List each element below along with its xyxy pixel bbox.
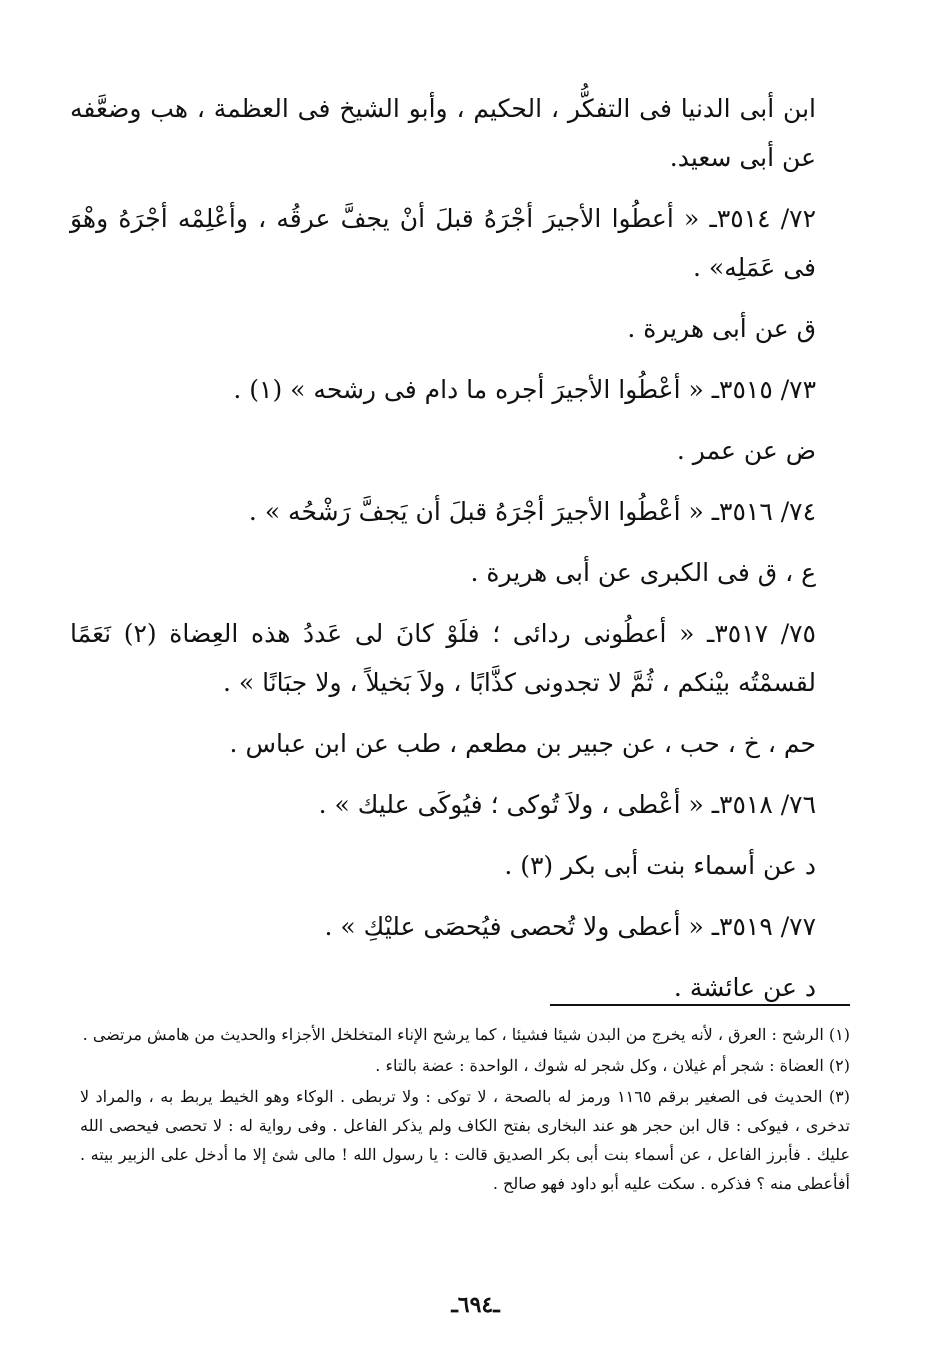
footnote-3: (٣) الحديث فى الصغير برقم ١١٦٥ ورمز له بالصحة ، لا توكى : ولا تربطى . الوكاء وهو الخيط يربط به ، والمراد لا تدخرى ، فيوكى : قال ابن حجر هو عند البخارى بفتح الكاف ولم يذكر الفاعل . وفى رواية له : لا تحصى فيحصى الله عليك . فأبرز الفاعل ، عن أسماء بنت أبى بكر الصديق قالت : يا رسول الله ! مالى شئ إلا ما أدخل على الزبير بيته . أفأعطى منه ؟ فذكره . سكت عليه أبو داود فهو صالح .	[80, 1087, 851, 1193]
source-3516: ع ، ق فى الكبرى عن أبى هريرة .	[470, 558, 816, 587]
page-number: ـ٦٩٤ـ	[451, 1292, 500, 1318]
footnotes	[80, 1004, 850, 1200]
source-3514: ق عن أبى هريرة .	[627, 314, 816, 343]
main-text	[70, 84, 816, 1024]
hadith-3516: ٧٤/ ٣٥١٦ـ « أعْطُوا الأجيرَ أجْرَهُ قبلَ أن يَجفَّ رَشْحُه » .	[248, 497, 816, 526]
source-3517: حم ، خ ، حب ، عن جبير بن مطعم ، طب عن ابن عباس .	[229, 729, 816, 758]
footnote-divider	[550, 1004, 850, 1006]
source-3519: د عن عائشة .	[673, 973, 816, 1002]
hadith-3519: ٧٧/ ٣٥١٩ـ « أعطى ولا تُحصى فيُحصَى عليْكِ » .	[324, 912, 816, 941]
source-3518: د عن أسماء بنت أبى بكر (٣) .	[504, 851, 816, 880]
hadith-3518: ٧٦/ ٣٥١٨ـ « أعْطى ، ولاَ تُوكى ؛ فيُوكَى عليك » .	[318, 790, 816, 819]
intro-line: ابن أبى الدنيا فى التفكُّر ، الحكيم ، وأبو الشيخ فى العظمة ، هب وضعَّفه عن أبى سعيد.	[70, 94, 816, 172]
footnote-1: (١) الرشح : العرق ، لأنه يخرج من البدن شيئا فشيئا ، كما يرشح الإناء المتخلخل الأجزاء والحديث من هامش مرتضى .	[82, 1025, 850, 1044]
hadith-3517: ٧٥/ ٣٥١٧ـ « أعطُونى ردائى ؛ فلَوْ كانَ لى عَددُ هذه العِضاة (٢) نَعَمًا لقسمْتُه بيْنكم ، ثُمَّ لا تجدونى كذَّابًا ، ولاَ بَخيلاً ، ولا جبَانًا » .	[70, 619, 816, 697]
hadith-3515: ٧٣/ ٣٥١٥ـ « أعْطُوا الأجيرَ أجره ما دام فى رشحه » (١) .	[233, 375, 816, 404]
source-3515: ض عن عمر .	[676, 436, 816, 465]
footnote-2: (٢) العضاة : شجر أم غيلان ، وكل شجر له شوك ، الواحدة : عضة بالتاء .	[375, 1056, 850, 1075]
hadith-3514: ٧٢/ ٣٥١٤ـ « أعطُوا الأجيرَ أجْرَهُ قبلَ أنْ يجفَّ عرقُه ، وأعْلِمْه أجْرَهُ وهْوَ فى عَمَلِه» .	[70, 204, 817, 282]
